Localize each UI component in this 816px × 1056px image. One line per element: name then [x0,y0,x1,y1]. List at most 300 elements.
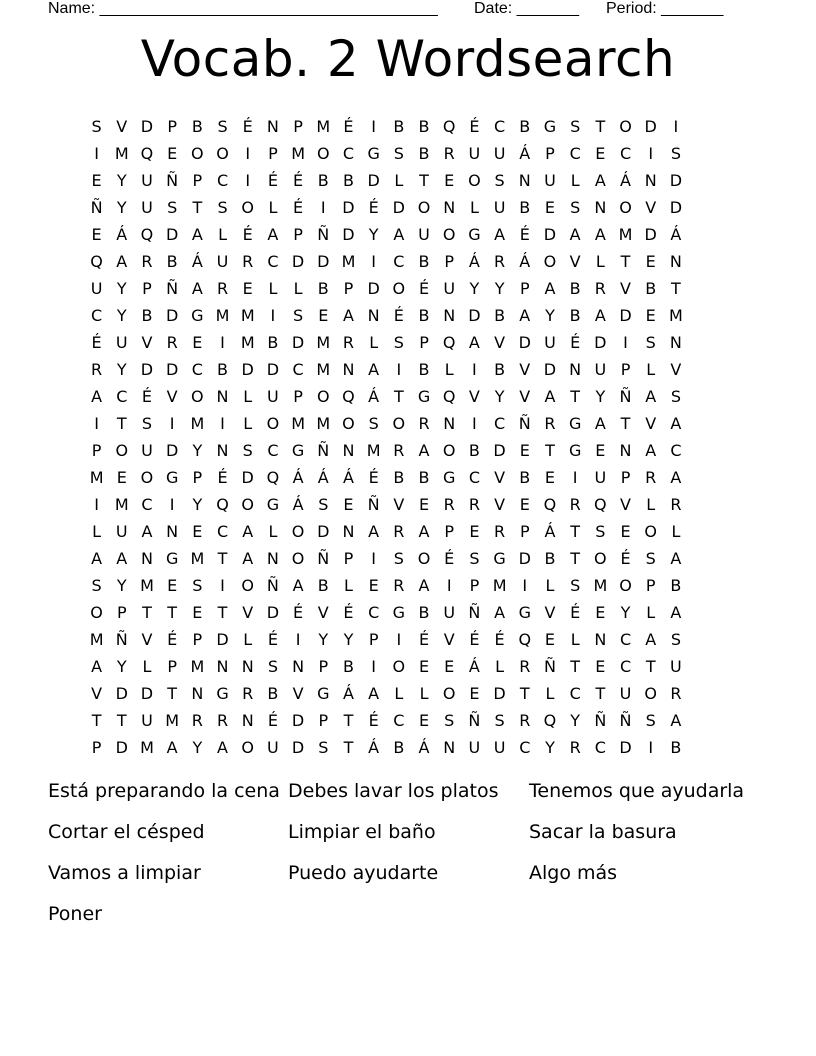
grid-letter: Y [494,279,505,298]
grid-letter: O [543,252,557,271]
grid-letter: Á [620,171,631,190]
grid-letter: P [293,225,303,244]
grid-letter: D [266,360,280,379]
grid-letter: É [91,333,102,352]
grid-row [84,167,744,194]
grid-letter: D [165,225,179,244]
grid-letter: U [267,387,279,406]
grid-row [84,626,744,653]
grid-letter: L [570,171,580,190]
grid-letter: P [293,387,303,406]
grid-letter: R [645,468,657,487]
grid-letter: M [316,333,331,352]
grid-letter: M [190,657,205,676]
grid-letter: C [342,144,355,163]
grid-letter: C [267,252,279,271]
grid-letter: A [645,441,657,460]
grid-letter: É [444,549,455,568]
grid-letter: U [594,360,607,379]
grid-letter: R [191,711,203,730]
grid-letter: O [644,522,658,541]
grid-letter: G [216,684,229,703]
grid-letter: V [116,117,128,136]
grid-letter: R [569,495,581,514]
grid-letter: T [570,549,581,568]
grid-letter: D [140,684,154,703]
grid-letter: N [518,171,531,190]
grid-row [84,518,744,545]
grid-letter: T [167,603,178,622]
grid-letter: B [317,576,329,595]
grid-letter: S [494,171,505,190]
grid-letter: D [216,630,229,649]
grid-letter: I [648,738,654,757]
grid-letter: T [393,387,404,406]
grid-row [84,734,744,761]
grid-letter: S [393,333,404,352]
grid-letter: Y [116,306,127,325]
grid-letter: R [569,738,581,757]
grid-letter: A [116,549,128,568]
grid-letter: E [116,468,127,487]
grid-letter: B [494,306,506,325]
grid-letter: O [90,603,103,622]
grid-letter: P [192,468,203,487]
grid-letter: D [165,441,179,460]
grid-letter: I [396,630,402,649]
grid-letter: V [519,360,531,379]
grid-letter: U [619,684,632,703]
grid-letter: B [166,252,178,271]
grid-letter: V [91,684,103,703]
grid-letter: U [594,468,607,487]
grid-letter: Q [518,630,532,649]
grid-letter: Ñ [543,657,556,676]
grid-letter: V [468,387,480,406]
grid-letter: T [671,279,681,298]
grid-letter: D [291,738,305,757]
word-list-item: Está preparando la cena [48,780,280,802]
grid-letter: A [91,549,103,568]
grid-letter: S [645,333,656,352]
grid-letter: O [115,441,129,460]
grid-letter: A [594,225,606,244]
grid-letter: B [519,117,531,136]
grid-letter: B [342,657,354,676]
grid-letter: Á [342,468,354,487]
grid-letter: G [392,603,406,622]
grid-letter: S [318,495,329,514]
grid-letter: R [141,252,153,271]
grid-letter: S [141,414,153,433]
grid-letter: I [245,171,251,190]
grid-letter: U [141,198,153,217]
grid-letter: Ñ [266,576,279,595]
grid-letter: C [393,711,405,730]
grid-letter: D [543,360,557,379]
grid-letter: Q [442,333,456,352]
grid-letter: D [644,225,657,244]
grid-letter: N [443,306,456,325]
grid-letter: D [518,333,531,352]
grid-letter: Ñ [594,711,607,730]
grid-letter: T [545,441,555,460]
grid-letter: U [468,738,481,757]
grid-letter: M [291,144,305,163]
grid-letter: Ñ [166,171,179,190]
grid-letter: A [494,603,506,622]
grid-letter: M [165,711,180,730]
grid-letter: Y [116,576,127,595]
grid-letter: D [644,117,657,136]
grid-letter: O [392,657,406,676]
grid-letter: D [518,549,531,568]
grid-letter: A [670,468,682,487]
grid-letter: É [494,630,505,649]
grid-letter: D [291,252,305,271]
grid-letter: S [217,198,228,217]
grid-letter: R [393,522,405,541]
grid-letter: S [368,414,379,433]
grid-letter: G [518,603,531,622]
grid-letter: V [317,603,329,622]
grid-letter: P [620,360,631,379]
grid-letter: A [191,225,203,244]
grid-letter: E [318,306,329,325]
grid-letter: O [417,198,431,217]
grid-letter: N [166,522,179,541]
grid-letter: U [90,279,103,298]
grid-letter: V [544,603,556,622]
grid-letter: T [142,603,152,622]
grid-letter: B [418,468,430,487]
grid-letter: É [343,603,354,622]
word-list-item: Tenemos que ayudarla [529,780,745,802]
grid-letter: D [367,171,380,190]
grid-letter: L [469,198,479,217]
grid-letter: D [266,603,280,622]
grid-letter: B [645,279,657,298]
grid-letter: P [318,657,329,676]
grid-letter: O [619,117,632,136]
grid-letter: Y [620,603,631,622]
grid-letter: Á [468,252,480,271]
grid-letter: S [91,576,102,595]
grid-letter: P [192,630,203,649]
grid-letter: E [444,171,455,190]
grid-letter: E [645,252,656,271]
grid-letter: Ñ [317,441,330,460]
word-list-item: Puedo ayudarte [288,862,439,884]
grid-letter: L [243,387,253,406]
grid-letter: P [91,738,102,757]
grid-letter: Y [570,711,581,730]
grid-letter: R [494,252,506,271]
grid-letter: Á [368,738,380,757]
grid-letter: Q [140,225,154,244]
grid-letter: E [544,198,556,217]
grid-letter: Ñ [619,387,632,406]
grid-letter: T [595,117,606,136]
grid-letter: S [444,711,455,730]
grid-letter: M [366,441,381,460]
grid-letter: Y [116,360,127,379]
grid-letter: O [216,144,229,163]
grid-letter: I [623,333,628,352]
grid-letter: E [544,468,556,487]
grid-letter: D [594,333,607,352]
grid-letter: B [317,279,329,298]
grid-letter: R [91,360,103,379]
grid-letter: É [570,603,581,622]
grid-letter: B [494,360,506,379]
grid-letter: I [472,360,477,379]
grid-letter: R [393,576,405,595]
grid-row [84,302,744,329]
grid-letter: E [91,225,102,244]
grid-letter: B [670,576,682,595]
word-list-item: Vamos a limpiar [48,862,201,884]
grid-letter: P [293,117,303,136]
grid-letter: L [243,414,253,433]
grid-letter: Q [266,468,280,487]
grid-letter: Q [342,387,355,406]
grid-letter: R [393,441,405,460]
grid-letter: E [469,522,480,541]
grid-letter: N [644,171,657,190]
grid-letter: P [91,441,102,460]
grid-letter: É [217,468,228,487]
grid-letter: A [569,225,581,244]
grid-row [84,194,744,221]
grid-letter: C [267,441,279,460]
grid-letter: B [519,468,531,487]
grid-letter: P [318,711,329,730]
grid-letter: D [342,198,355,217]
grid-letter: R [468,495,480,514]
grid-letter: M [593,576,608,595]
grid-letter: L [268,279,278,298]
grid-row [84,680,744,707]
grid-letter: A [393,225,405,244]
grid-letter: É [293,603,304,622]
grid-letter: B [141,306,153,325]
grid-letter: U [443,603,456,622]
grid-letter: I [572,468,578,487]
grid-letter: L [218,225,227,244]
grid-letter: E [595,603,606,622]
grid-letter: N [594,630,607,649]
grid-letter: R [670,684,682,703]
grid-letter: É [167,630,178,649]
grid-letter: B [569,279,581,298]
grid-letter: E [192,603,203,622]
grid-letter: Á [670,225,682,244]
grid-letter: Y [595,387,606,406]
grid-letter: U [418,225,430,244]
grid-letter: I [94,144,99,163]
grid-letter: D [165,306,179,325]
grid-letter: C [116,387,128,406]
grid-letter: É [343,117,354,136]
grid-letter: A [368,522,380,541]
grid-letter: B [418,252,430,271]
grid-letter: Ñ [317,549,330,568]
grid-letter: P [167,117,177,136]
grid-letter: Á [519,144,531,163]
grid-letter: N [367,306,380,325]
grid-letter: U [544,333,556,352]
grid-letter: Ñ [317,225,330,244]
grid-letter: U [468,144,481,163]
grid-letter: B [468,441,480,460]
grid-letter: O [342,414,355,433]
grid-letter: P [645,576,656,595]
grid-letter: M [492,576,507,595]
word-list-item: Debes lavar los platos [288,780,499,802]
word-list-item: Cortar el césped [48,821,205,843]
grid-letter: B [267,333,279,352]
grid-letter: G [417,387,431,406]
grid-letter: A [368,360,380,379]
grid-letter: D [140,360,154,379]
grid-letter: N [619,441,632,460]
grid-letter: S [595,522,606,541]
grid-letter: S [670,144,681,163]
grid-letter: B [418,603,430,622]
grid-letter: R [242,684,254,703]
grid-letter: S [393,549,404,568]
grid-letter: G [266,495,280,514]
grid-letter: E [645,306,656,325]
grid-letter: N [342,360,355,379]
grid-letter: E [469,684,480,703]
grid-letter: V [141,630,153,649]
grid-letter: I [371,549,377,568]
grid-letter: R [519,657,531,676]
grid-letter: T [419,171,429,190]
grid-letter: L [142,657,152,676]
grid-letter: A [594,171,606,190]
grid-letter: A [645,630,657,649]
grid-letter: T [217,603,228,622]
grid-letter: A [166,738,178,757]
grid-letter: C [141,495,153,514]
grid-letter: Á [468,657,480,676]
grid-letter: C [594,738,606,757]
grid-letter: I [371,117,377,136]
grid-letter: P [519,522,530,541]
grid-letter: P [116,603,127,622]
grid-row [84,437,744,464]
grid-letter: A [91,657,103,676]
grid-letter: I [270,306,276,325]
grid-letter: G [493,549,506,568]
grid-letter: R [342,333,355,352]
grid-letter: Ñ [166,279,179,298]
grid-letter: N [216,387,229,406]
grid-letter: B [418,306,430,325]
grid-letter: O [392,279,406,298]
grid-row [84,248,744,275]
date-field-label: Date: _______ [474,0,579,17]
grid-letter: O [191,387,204,406]
grid-letter: N [216,657,229,676]
grid-letter: D [317,252,330,271]
grid-letter: A [494,225,506,244]
grid-letter: V [494,495,506,514]
grid-letter: Ñ [518,414,531,433]
grid-letter: P [444,522,455,541]
grid-letter: M [190,414,205,433]
grid-letter: O [442,225,456,244]
grid-letter: D [392,198,405,217]
grid-letter: B [544,549,556,568]
grid-letter: N [669,333,682,352]
grid-letter: S [91,117,102,136]
grid-letter: B [418,360,430,379]
grid-letter: M [618,225,633,244]
grid-letter: R [216,279,229,298]
grid-letter: I [94,414,99,433]
grid-letter: Y [192,495,203,514]
grid-letter: Y [318,630,329,649]
grid-letter: E [343,495,354,514]
grid-letter: O [619,576,632,595]
grid-letter: M [316,117,331,136]
grid-letter: C [216,171,229,190]
grid-letter: M [316,360,331,379]
grid-letter: Ñ [115,630,128,649]
grid-row [84,410,744,437]
grid-letter: S [670,630,681,649]
grid-letter: P [519,279,530,298]
grid-letter: O [442,684,456,703]
grid-letter: T [570,522,581,541]
grid-letter: Y [116,279,127,298]
grid-letter: A [670,414,682,433]
grid-letter: A [418,522,430,541]
grid-row [84,464,744,491]
grid-letter: C [468,468,480,487]
grid-letter: U [493,738,506,757]
grid-letter: L [646,495,656,514]
grid-letter: G [367,144,380,163]
grid-letter: A [519,306,531,325]
grid-letter: V [645,198,657,217]
grid-letter: R [594,279,606,298]
grid-letter: L [671,522,681,541]
grid-letter: O [417,549,431,568]
grid-letter: C [393,252,405,271]
grid-letter: E [167,144,178,163]
grid-letter: É [293,198,304,217]
grid-letter: A [645,387,657,406]
grid-letter: N [292,657,305,676]
grid-row [84,140,744,167]
grid-letter: E [519,441,530,460]
grid-letter: L [545,684,555,703]
word-list-item: Sacar la basura [529,821,677,843]
grid-letter: C [619,144,632,163]
grid-letter: G [443,468,456,487]
word-list-item: Limpiar el baño [288,821,436,843]
grid-letter: D [669,171,683,190]
grid-letter: E [368,576,379,595]
grid-letter: D [115,684,128,703]
grid-letter: É [620,549,631,568]
grid-letter: S [670,387,681,406]
